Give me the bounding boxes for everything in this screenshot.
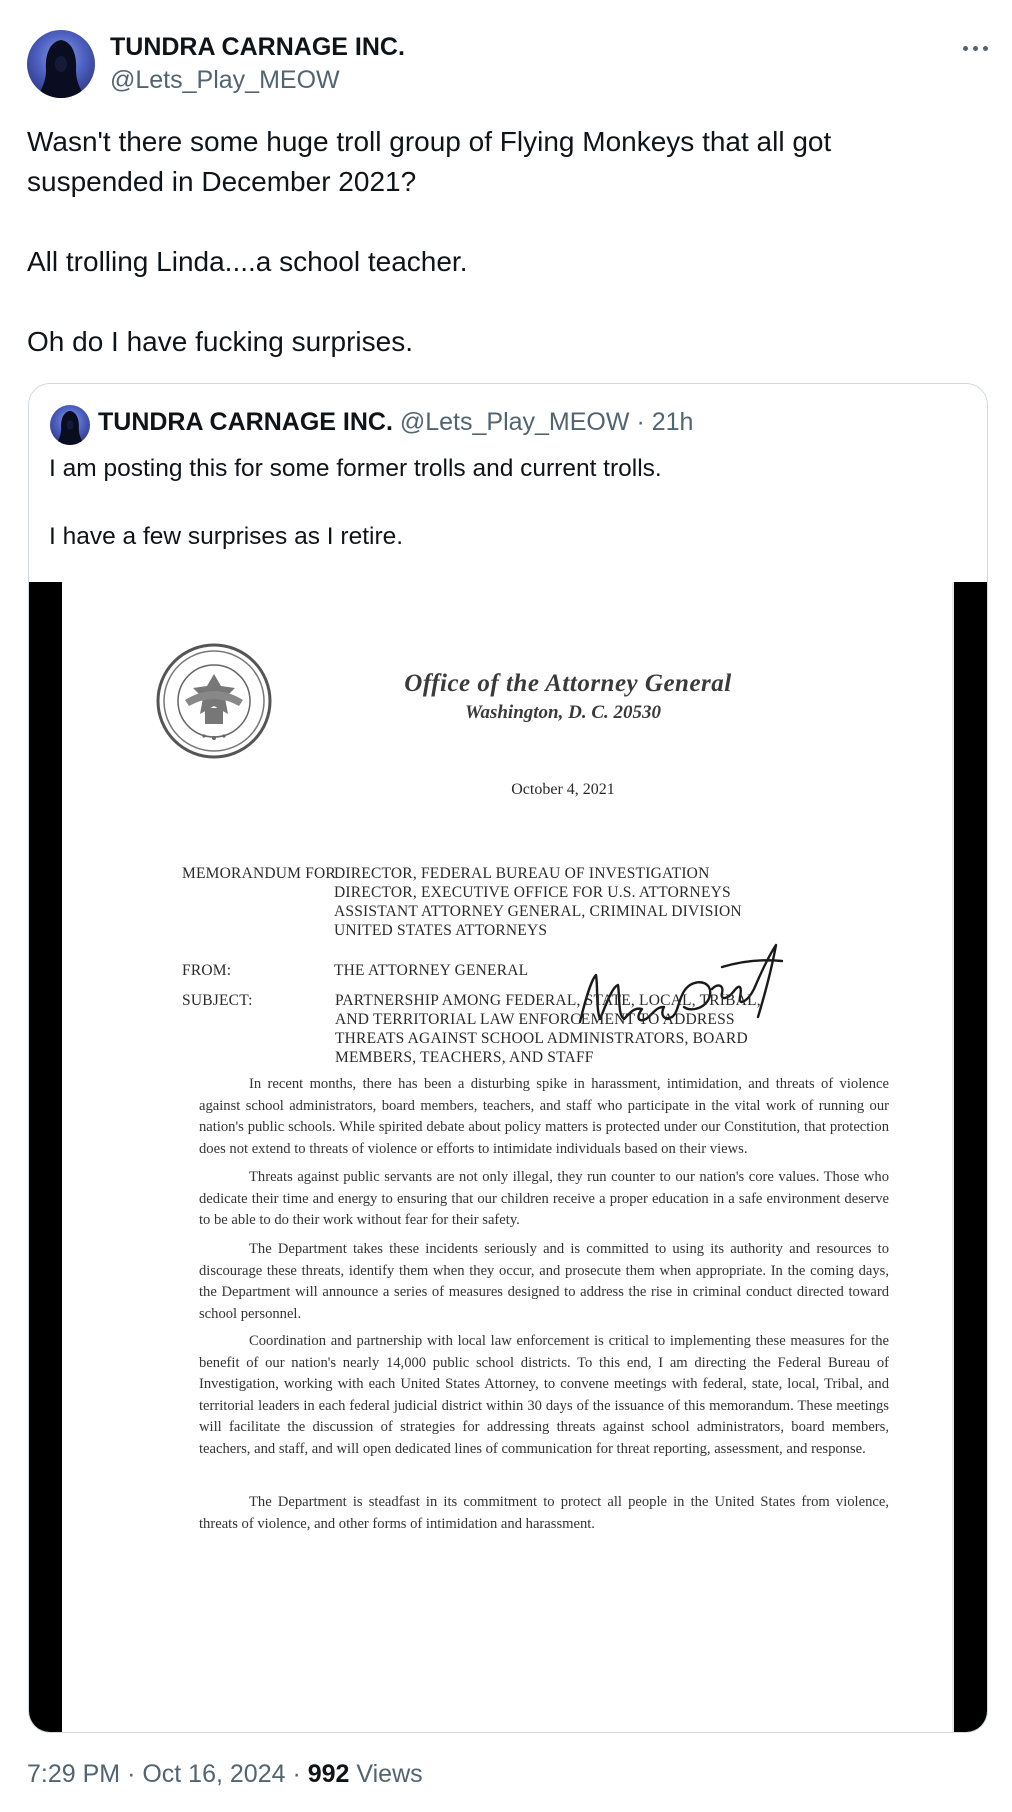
views-label: Views [356,1760,423,1788]
office-title: Office of the Attorney General [404,670,732,697]
signature-image [572,927,792,1047]
hooded-figure-icon [50,405,90,445]
memo-recipient: UNITED STATES ATTORNEYS [334,922,548,939]
memo-paragraph-text: The Department takes these incidents seriously and is committed to using its authority and resources to discourage these threats, identify them when they occur, and prosecute them when appropriate. In the coming days, the Department will announce a series of measures designed to address the rise in criminal conduct directed toward school personnel. [199,1241,889,1322]
memo-recipient: DIRECTOR, EXECUTIVE OFFICE FOR U.S. ATTORNEYS [334,884,731,901]
quoted-text-line: I am posting this for some former trolls and current trolls. [49,455,662,482]
tweet-text-line: suspended in December 2021? [27,166,417,197]
quoted-handle[interactable]: @Lets_Play_MEOW [399,408,630,436]
from-label: FROM: [182,962,232,979]
views-count: 992 [307,1760,350,1788]
memo-paragraph-text: The Department is steadfast in its commitment to protect all people in the United States from violence, threats of violence, and other forms of intimidation and harassment. [199,1494,889,1532]
author-avatar[interactable] [27,30,95,98]
tweet-meta [27,1760,423,1789]
memo-paragraph [199,1331,889,1460]
quoted-tweet[interactable] [28,383,988,1733]
more-options-icon[interactable] [955,30,995,66]
quoted-display-name[interactable]: TUNDRA CARNAGE INC. [98,408,393,436]
memo-recipient: ASSISTANT ATTORNEY GENERAL, CRIMINAL DIVISION [334,903,742,920]
tweet-text-line: All trolling Linda....a school teacher. [27,246,468,277]
subject-line: AND TERRITORIAL LAW ENFORCEMENT TO ADDRESS [335,1011,735,1028]
memo-paragraph [199,1492,889,1535]
memo-date: October 4, 2021 [511,781,615,798]
document-edge [952,582,954,1733]
office-address: Washington, D. C. 20530 [464,702,662,723]
author-handle[interactable]: @Lets_Play_MEOW [110,66,340,94]
memo-paragraph-text: In recent months, there has been a disturbing spike in harassment, intimidation, and threats of violence against school administrators, board members, teachers, and staff who participate in the vital work of running our nation's public schools. While spirited debate about policy matters is protected under our Constitution, that protection does not extend to threats of violence or efforts to intimidate individuals based on their views. [199,1076,889,1157]
subject-line: MEMBERS, TEACHERS, AND STAFF [335,1049,594,1066]
memo-recipient: DIRECTOR, FEDERAL BUREAU OF INVESTIGATION [334,865,710,882]
memo-paragraph [199,1167,889,1232]
quoted-timestamp[interactable]: 21h [651,408,694,436]
quoted-author-avatar[interactable] [50,405,90,445]
memo-paragraph-text: Coordination and partnership with local law enforcement is critical to implementing these measures for the benefit of our nation's nearly 14,000 public school districts. To this end, I am directing the Federal Bureau of Investigation, working with each United States Attorney, to convene meetings with federal, state, local, Tribal, and territorial leaders in each federal judicial district within 30 days of the issuance of this memorandum. These meetings will facilitate the discussion of strategies for addressing threats against school administrators, board members, teachers, and staff, and will open dedicated lines of communication for threat reporting, assessment, and response. [199,1333,889,1457]
post-date[interactable]: Oct 16, 2024 [142,1760,286,1788]
memo-paragraph [199,1074,889,1160]
from-value: THE ATTORNEY GENERAL [334,962,529,979]
quoted-text-line: I have a few surprises as I retire. [49,523,404,550]
memo-document [62,582,954,1733]
post-time[interactable]: 7:29 PM [27,1760,121,1788]
author-display-name[interactable]: TUNDRA CARNAGE INC. [110,33,405,61]
separator-dot: · [292,1760,301,1788]
separator-dot: · [127,1760,136,1788]
subject-line: THREATS AGAINST SCHOOL ADMINISTRATORS, BOARD [335,1030,748,1047]
tweet-text-line: Oh do I have fucking surprises. [27,326,413,357]
quoted-header [98,408,693,437]
memo-label: MEMORANDUM FOR [182,865,336,882]
quoted-media-image[interactable] [29,582,988,1733]
subject-line: PARTNERSHIP AMONG FEDERAL, STATE, LOCAL, TRIBAL, [335,992,761,1009]
separator-dot: · [636,408,645,436]
subject-label: SUBJECT: [182,992,253,1009]
memo-paragraph-text: Threats against public servants are not only illegal, they run counter to our nation's core values. Those who dedicate their time and energy to ensuring that our children receive a proper education in a safe environment deserve to be able to do their work without fear for their safety. [199,1169,889,1228]
memo-paragraph [199,1239,889,1325]
hooded-figure-icon [27,30,95,98]
doj-seal-icon [155,642,273,760]
tweet-text-line: Wasn't there some huge troll group of Flying Monkeys that all got [27,126,832,157]
